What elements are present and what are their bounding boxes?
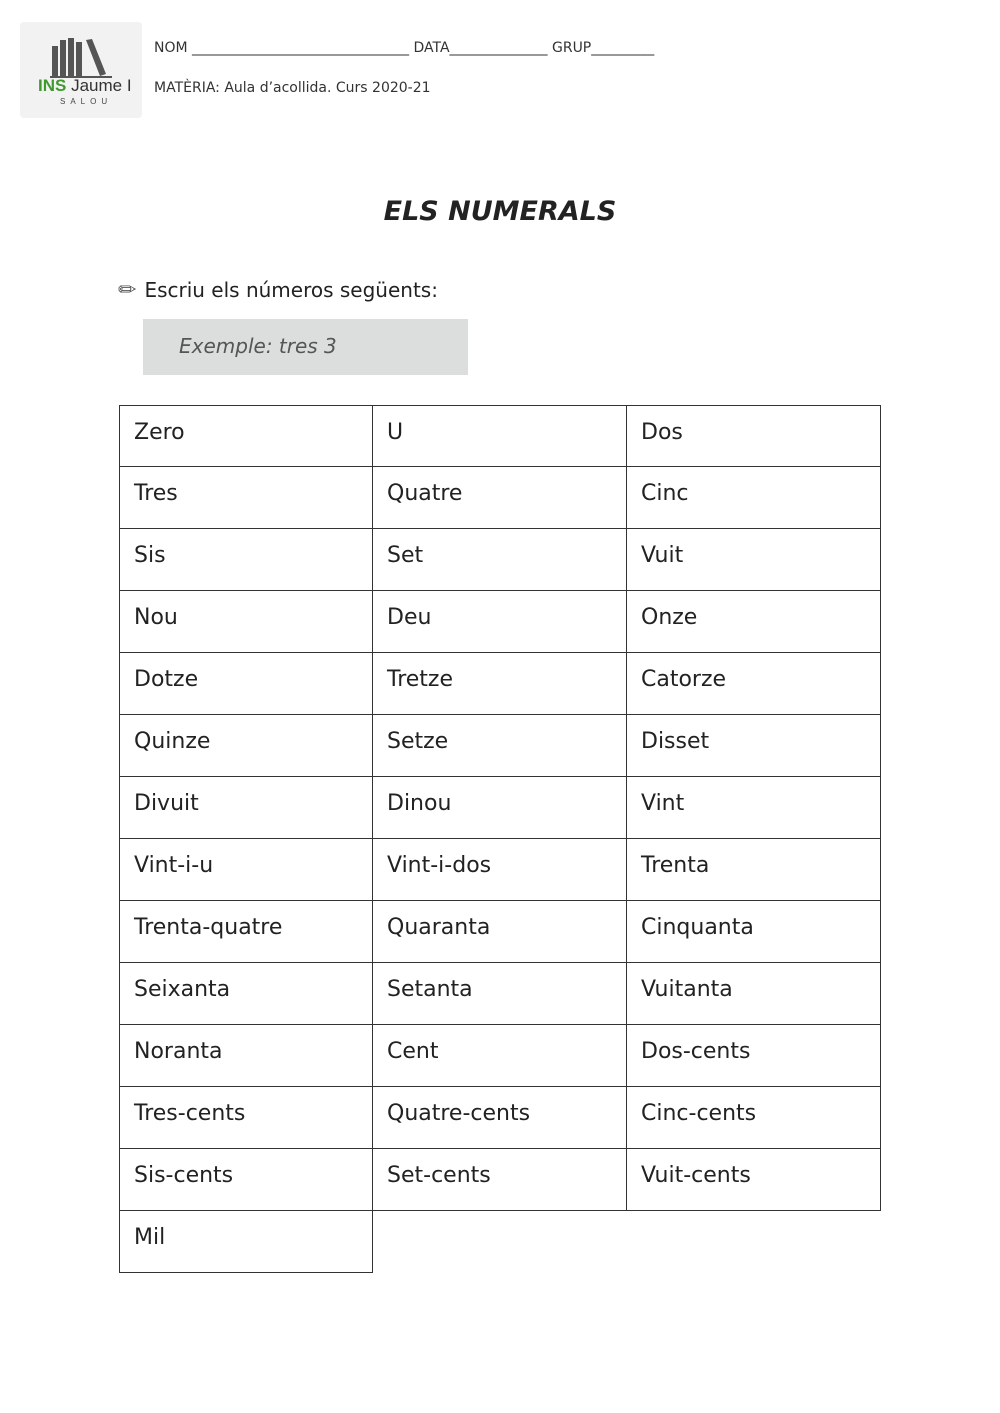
logo-town: SALOU bbox=[60, 97, 113, 106]
example-text: Exemple: tres 3 bbox=[179, 334, 337, 358]
table-row bbox=[119, 715, 881, 777]
subject-line: MATÈRIA: Aula d’acollida. Curs 2020-21 bbox=[154, 80, 431, 96]
table-cell: Sis bbox=[119, 529, 373, 591]
table-cell: Cinc-cents bbox=[627, 1087, 881, 1149]
table-row bbox=[119, 529, 881, 591]
student-info-line: NOM _______________________________ DATA______________ GRUP_________ bbox=[154, 40, 655, 56]
table-cell: Quatre-cents bbox=[373, 1087, 627, 1149]
logo-wordmark bbox=[38, 76, 132, 96]
table-cell: Quaranta bbox=[373, 901, 627, 963]
table-row bbox=[119, 405, 881, 467]
table-cell: Cinquanta bbox=[627, 901, 881, 963]
table-cell: Cent bbox=[373, 1025, 627, 1087]
table-cell: Nou bbox=[119, 591, 373, 653]
table-cell: Tres-cents bbox=[119, 1087, 373, 1149]
table-cell: Disset bbox=[627, 715, 881, 777]
table-row bbox=[119, 1025, 881, 1087]
table-row bbox=[119, 1211, 881, 1273]
example-box bbox=[143, 319, 468, 375]
logo-name: Jaume I bbox=[71, 76, 132, 95]
table-cell: Vuitanta bbox=[627, 963, 881, 1025]
table-cell: Vuit bbox=[627, 529, 881, 591]
table-cell: Set bbox=[373, 529, 627, 591]
table-cell: Vint bbox=[627, 777, 881, 839]
table-cell: Zero bbox=[119, 405, 373, 467]
books-icon bbox=[50, 36, 112, 78]
table-cell: Setanta bbox=[373, 963, 627, 1025]
table-row bbox=[119, 1149, 881, 1211]
table-cell: Quatre bbox=[373, 467, 627, 529]
table-row bbox=[119, 901, 881, 963]
table-row bbox=[119, 963, 881, 1025]
table-row bbox=[119, 777, 881, 839]
table-cell: Trenta bbox=[627, 839, 881, 901]
table-cell: Tres bbox=[119, 467, 373, 529]
instruction bbox=[118, 278, 438, 303]
table-cell: Dinou bbox=[373, 777, 627, 839]
table-cell: Trenta-quatre bbox=[119, 901, 373, 963]
table-cell: Seixanta bbox=[119, 963, 373, 1025]
table-cell: Quinze bbox=[119, 715, 373, 777]
numerals-table bbox=[119, 405, 881, 1273]
table-row bbox=[119, 467, 881, 529]
table-cell: Onze bbox=[627, 591, 881, 653]
instruction-text: Escriu els números següents: bbox=[144, 278, 438, 302]
table-cell: Setze bbox=[373, 715, 627, 777]
table-cell: Vuit-cents bbox=[627, 1149, 881, 1211]
table-row bbox=[119, 591, 881, 653]
table-cell: Vint-i-dos bbox=[373, 839, 627, 901]
pencil-icon: ✏ bbox=[118, 278, 137, 303]
table-cell: Dos-cents bbox=[627, 1025, 881, 1087]
table-row bbox=[119, 653, 881, 715]
school-logo bbox=[20, 22, 142, 118]
table-cell: Vint-i-u bbox=[119, 839, 373, 901]
table-cell: Tretze bbox=[373, 653, 627, 715]
table-cell: Sis-cents bbox=[119, 1149, 373, 1211]
table-cell: Mil bbox=[119, 1211, 373, 1273]
table-row bbox=[119, 839, 881, 901]
table-cell: Catorze bbox=[627, 653, 881, 715]
table-cell: U bbox=[373, 405, 627, 467]
logo-ins: INS bbox=[38, 76, 67, 95]
page-title: ELS NUMERALS bbox=[383, 196, 617, 227]
table-cell: Cinc bbox=[627, 467, 881, 529]
table-cell: Divuit bbox=[119, 777, 373, 839]
table-cell: Dotze bbox=[119, 653, 373, 715]
table-cell: Deu bbox=[373, 591, 627, 653]
table-cell: Dos bbox=[627, 405, 881, 467]
table-row bbox=[119, 1087, 881, 1149]
table-cell: Noranta bbox=[119, 1025, 373, 1087]
table-cell: Set-cents bbox=[373, 1149, 627, 1211]
